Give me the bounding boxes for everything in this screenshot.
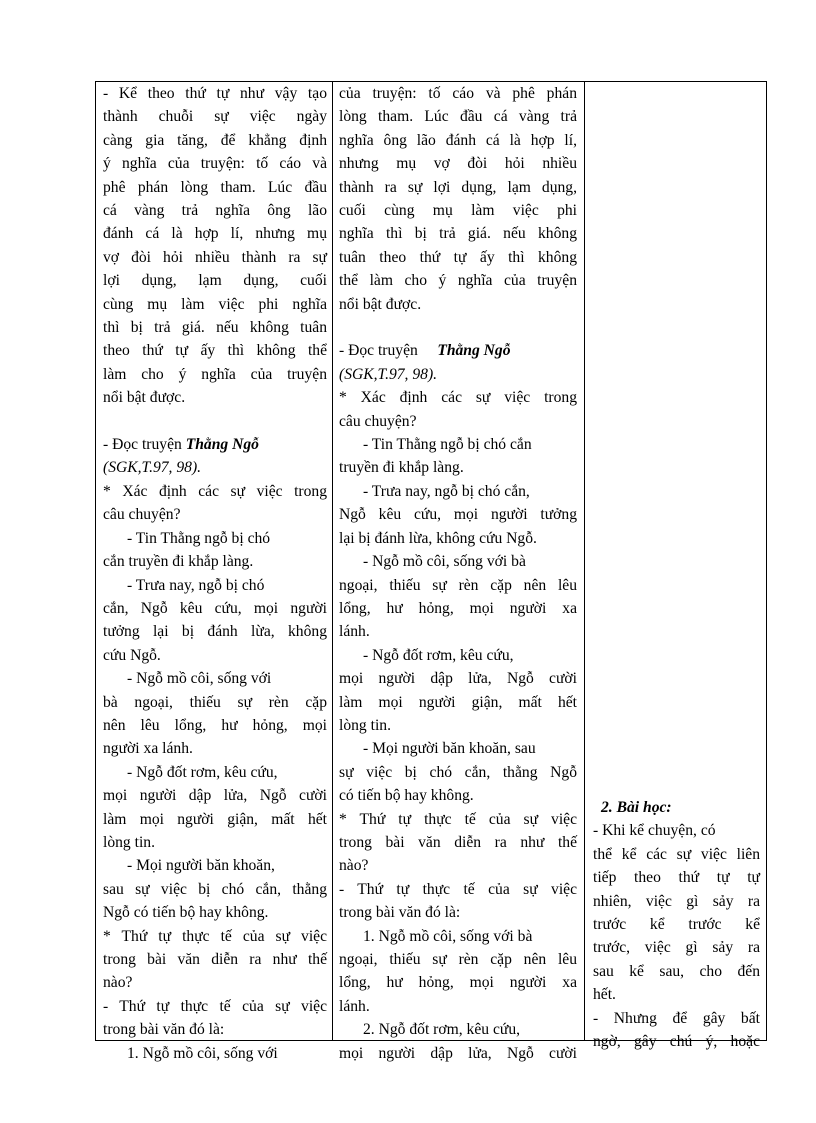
text-line: hết. — [593, 986, 616, 1004]
text-line: * Thứ tự thực tế của sự việc — [339, 810, 577, 828]
text-line: cắn truyền đi khắp làng. — [103, 553, 254, 571]
text-line: nào? — [339, 857, 369, 875]
text-line: mọi người dập lửa, Ngỗ cười — [339, 1044, 577, 1062]
text-line: - Khi kể chuyện, có — [593, 822, 716, 840]
text-line: nổi bật được. — [103, 389, 186, 407]
text-line: lổng, hư hỏng, mọi người xa — [339, 599, 577, 617]
text-line: ngoại, thiếu sự rèn cặp nên lêu — [339, 951, 577, 969]
text-line: trong bài văn diễn ra như thế — [103, 951, 327, 969]
text-line: bà ngoại, thiếu sự rèn cặp — [103, 693, 327, 711]
text-line: lánh. — [339, 997, 370, 1015]
reading-line — [339, 339, 577, 362]
reading-line — [103, 433, 327, 456]
text-line: thành ra sự lợi dụng, lạm dụng, — [339, 178, 577, 196]
text-line: - Ngỗ mồ côi, sống với bà — [363, 553, 526, 571]
text-line: tiếp theo thứ tự tự — [593, 869, 760, 887]
text-line: làm mọi người giận, mất hết — [103, 810, 327, 828]
text-line: làm cho ý nghĩa của truyện — [103, 365, 327, 383]
text-line: cùng mụ làm việc phi nghĩa — [103, 295, 327, 313]
text-line: - Tin Thằng ngỗ bị chó cắn — [363, 436, 532, 454]
text-line: - Mọi người băn khoăn, sau — [363, 740, 536, 758]
text-line: thì bị trả giá. nếu không tuân — [103, 319, 327, 337]
text-line: 2. Ngỗ đốt rơm, kêu cứu, — [363, 1021, 521, 1039]
text-line: cuối cùng mụ làm việc phi — [339, 202, 577, 220]
text-line: cắn, Ngỗ kêu cứu, mọi người — [103, 599, 327, 617]
text-line: - Mọi người băn khoăn, — [127, 857, 275, 875]
lesson-table — [95, 81, 767, 1062]
text-line: trong bài văn đó là: — [103, 1021, 225, 1039]
text-line: thể làm cho ý nghĩa của truyện — [339, 272, 577, 290]
text-line: trước, việc gì sảy ra — [593, 939, 760, 957]
text-line: nhiên, việc gì sảy ra — [593, 892, 760, 910]
text-line: nhưng mụ vợ đòi hỏi nhiều — [339, 155, 577, 173]
lesson-heading: 2. Bài học: — [601, 799, 672, 816]
text-line: tưởng lại bị đánh lừa, không — [103, 623, 327, 641]
text-line: - Ngỗ đốt rơm, kêu cứu, — [127, 763, 278, 781]
reading-prefix: - Đọc truyện — [339, 342, 422, 360]
text-line: thành chuỗi sự việc ngày — [103, 108, 327, 126]
text-line: * Xác định các sự việc trong — [339, 389, 577, 407]
text-line: lòng tham. Lúc đầu cá vàng trả — [339, 108, 577, 126]
text-line: câu chuyện? — [103, 506, 181, 524]
text-line: lòng tin. — [103, 833, 155, 851]
text-line: - Ngỗ đốt rơm, kêu cứu, — [363, 646, 514, 664]
story-title: Thằng Ngỗ — [437, 342, 511, 360]
text-line: - Trưa nay, ngỗ bị chó — [127, 576, 265, 594]
text-line: Ngỗ kêu cứu, mọi người tưởng — [339, 506, 577, 524]
text-line: nổi bật được. — [339, 295, 422, 313]
column-lesson-summary — [585, 82, 766, 1051]
text-line: mọi người dập lửa, Ngỗ cười — [103, 787, 327, 805]
story-title: Thằng Ngỗ — [185, 436, 259, 454]
text-line: ngờ, gây chú ý, hoặc — [593, 1033, 760, 1051]
text-line: trong bài văn đó là: — [339, 904, 461, 922]
text-line: * Xác định các sự việc trong — [103, 482, 327, 500]
text-line: 1. Ngỗ mồ côi, sống với — [127, 1044, 278, 1062]
text-line: phê phán lòng tham. Lúc đầu — [103, 178, 327, 196]
text-line: Ngỗ có tiến bộ hay không. — [103, 904, 269, 922]
text-line: trong bài văn diễn ra như thế — [339, 833, 577, 851]
text-line: - Thứ tự thực tế của sự việc — [103, 997, 327, 1015]
text-line: - Tin Thằng ngỗ bị chó — [127, 529, 271, 547]
story-source: (SGK,T.97, 98). — [103, 459, 202, 477]
text-line: ý nghĩa của truyện: tố cáo và — [103, 155, 327, 173]
text-line: thể kể các sự việc liên — [593, 845, 760, 863]
text-line: theo thứ tự ấy thì không thể — [103, 342, 327, 360]
text-line: tuân theo thứ tự ấy thì không — [339, 248, 577, 266]
blank-line — [103, 410, 327, 433]
text-line: cá vàng trả nghĩa ông lão — [103, 202, 327, 220]
story-source: (SGK,T.97, 98). — [339, 365, 438, 383]
text-line: đánh cá là hợp lí, nhưng mụ — [103, 225, 327, 243]
text-line: sự việc bị chó cắn, thằng Ngỗ — [339, 763, 577, 781]
text-line: nghĩa ông lão đánh cá là hợp lí, — [339, 131, 577, 149]
text-line: trước kể trước kể — [593, 916, 760, 934]
text-line: lòng tin. — [339, 716, 391, 734]
text-line: 1. Ngỗ mồ côi, sống với bà — [363, 927, 533, 945]
text-line: lánh. — [339, 623, 370, 641]
column-content — [333, 82, 585, 1062]
text-line: - Thứ tự thực tế của sự việc — [339, 880, 577, 898]
text-line: nên lêu lổng, hư hỏng, mọi — [103, 716, 327, 734]
reading-prefix: - Đọc truyện — [103, 436, 186, 454]
text-line: có tiến bộ hay không. — [339, 787, 474, 805]
text-line: mọi người dập lửa, Ngỗ cười — [339, 670, 577, 688]
text-line: của truyện: tố cáo và phê phán — [339, 85, 577, 102]
column-teacher-student-activity — [96, 82, 333, 1062]
text-line: làm mọi người giận, mất hết — [339, 693, 577, 711]
text-line: câu chuyện? — [339, 412, 417, 430]
text-line: ngoại, thiếu sự rèn cặp nên lêu — [339, 576, 577, 594]
text-line: lợi dụng, lạm dụng, cuối — [103, 272, 327, 290]
text-line: - Ngỗ mồ côi, sống với — [127, 670, 272, 688]
text-line: sau kể sau, cho đến — [593, 962, 760, 980]
text-line: lại bị đánh lừa, không cứu Ngỗ. — [339, 529, 537, 547]
blank-line — [339, 316, 577, 339]
text-line: - Kể theo thứ tự như vậy tạo — [103, 85, 327, 102]
text-line: nào? — [103, 974, 133, 992]
text-line: truyền đi khắp làng. — [339, 459, 464, 477]
text-line: càng gia tăng, để khẳng định — [103, 131, 327, 149]
text-line: lổng, hư hỏng, mọi người xa — [339, 974, 577, 992]
text-line: - Nhưng để gây bất — [593, 1009, 760, 1027]
text-line: sau sự việc bị chó cắn, thằng — [103, 880, 327, 898]
text-line: cứu Ngỗ. — [103, 646, 161, 664]
text-line: người xa lánh. — [103, 740, 193, 758]
text-line: nghĩa thì bị trả giá. nếu không — [339, 225, 577, 243]
text-line: * Thứ tự thực tế của sự việc — [103, 927, 327, 945]
text-line: - Trưa nay, ngỗ bị chó cắn, — [363, 482, 530, 500]
text-line: vợ đòi hỏi nhiều thành ra sự — [103, 248, 327, 266]
